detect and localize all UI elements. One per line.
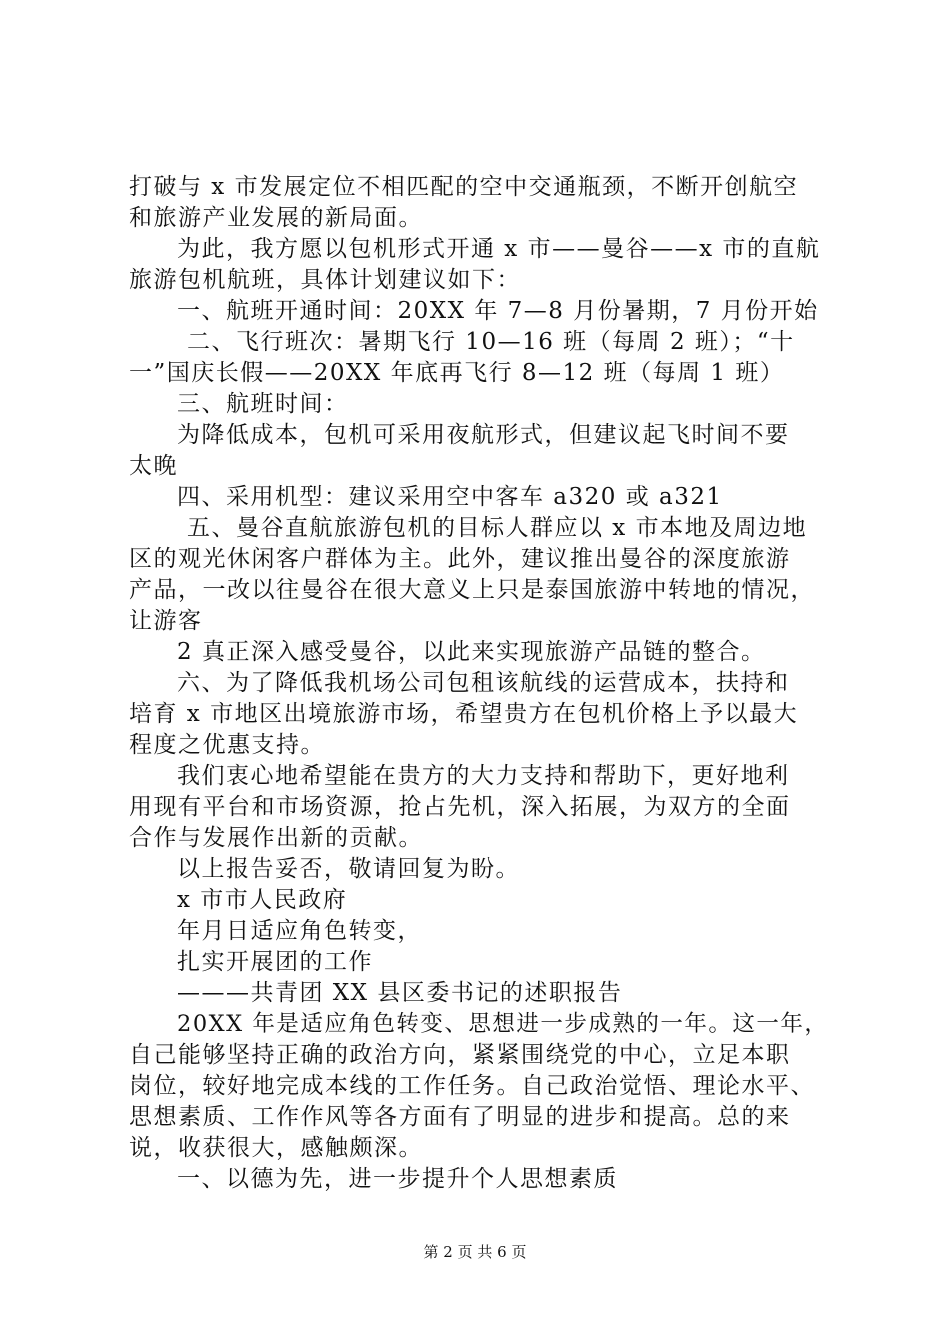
text-line: 和旅游产业发展的新局面。 (129, 205, 423, 231)
text-line: 一”国庆长假——20XX 年底再飞行 8—12 班（每周 1 班） (129, 360, 785, 386)
text-line: 太晚 (129, 453, 178, 479)
text-line: 培育 x 市地区出境旅游市场，希望贵方在包机价格上予以最大 (129, 701, 799, 727)
text-line: 2 真正深入感受曼谷，以此来实现旅游产品链的整合。 (177, 639, 766, 665)
text-line: 用现有平台和市场资源，抢占先机，深入拓展，为双方的全面 (129, 794, 791, 820)
text-line: 六、为了降低我机场公司包租该航线的运营成本，扶持和 (177, 670, 790, 696)
document-body (129, 172, 834, 1195)
text-line: 三、航班时间： (177, 391, 349, 417)
text-line: 四、采用机型：建议采用空中客车 a320 或 a321 (177, 484, 723, 510)
text-line: 为此，我方愿以包机形式开通 x 市——曼谷——x 市的直航 (177, 236, 821, 262)
text-line: 程度之优惠支持。 (129, 732, 325, 758)
text-line: 为降低成本，包机可采用夜航形式，但建议起飞时间不要 (177, 422, 790, 448)
text-line: 20XX 年是适应角色转变、思想进一步成熟的一年。这一年， (177, 1011, 829, 1037)
text-line: 我们衷心地希望能在贵方的大力支持和帮助下，更好地利 (177, 763, 790, 789)
text-line: 让游客 (129, 608, 203, 634)
text-line: 区的观光休闲客户群体为主。此外，建议推出曼谷的深度旅游 (129, 546, 791, 572)
text-line: 扎实开展团的工作 (177, 949, 373, 975)
text-line: 五、曼谷直航旅游包机的目标人群应以 x 市本地及周边地 (187, 515, 808, 541)
text-line: ———共青团 XX 县区委书记的述职报告 (177, 980, 623, 1006)
text-line: 年月日适应角色转变， (177, 918, 422, 944)
text-line: 合作与发展作出新的贡献。 (129, 825, 423, 851)
text-line: x 市市人民政府 (177, 887, 348, 913)
text-line: 一、航班开通时间：20XX 年 7—8 月份暑期，7 月份开始 (177, 298, 819, 324)
text-line: 产品，一改以往曼谷在很大意义上只是泰国旅游中转地的情况， (129, 577, 815, 603)
text-line: 二、飞行班次：暑期飞行 10—16 班（每周 2 班）；“十 (187, 329, 795, 355)
text-line: 一、以德为先，进一步提升个人思想素质 (177, 1166, 618, 1192)
text-line: 以上报告妥否，敬请回复为盼。 (177, 856, 520, 882)
text-line: 说，收获很大，感触颇深。 (129, 1135, 423, 1161)
page-footer: 第 2 页 共 6 页 (423, 1243, 527, 1261)
text-line: 旅游包机航班，具体计划建议如下： (129, 267, 521, 293)
text-line: 打破与 x 市发展定位不相匹配的空中交通瓶颈，不断开创航空 (129, 174, 799, 200)
text-line: 岗位，较好地完成本线的工作任务。自己政治觉悟、理论水平、 (129, 1073, 815, 1099)
text-line: 自己能够坚持正确的政治方向，紧紧围绕党的中心，立足本职 (129, 1042, 791, 1068)
text-line: 思想素质、工作作风等各方面有了明显的进步和提高。总的来 (129, 1104, 791, 1130)
